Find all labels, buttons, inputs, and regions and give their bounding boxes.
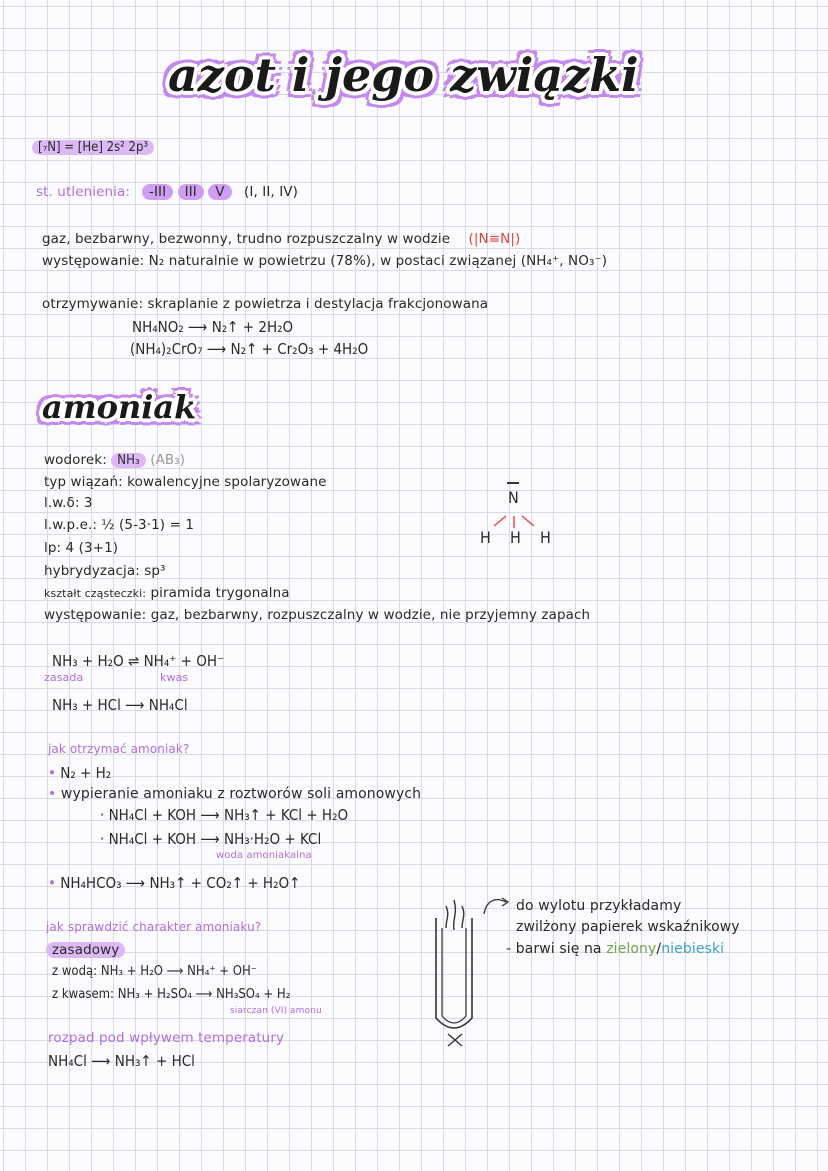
test-note-3: - barwi się na zielony/niebieski [506,941,725,957]
electron-config: [₇N] = [He] 2s² 2p³ [32,140,154,155]
bond-type: typ wiązań: kowalencyjne spolaryzowane [44,474,327,490]
oxidation-label: st. utlenienia: [36,184,131,200]
occurrence: występowanie: gaz, bezbarwny, rozpuszczalny w wodzie, nie przyjemny zapach [44,607,591,623]
properties-line-2: występowanie: N₂ naturalnie w powietrzu (78%), w postaci związanej (NH₄⁺, NO₃⁻) [42,253,608,269]
test-tube-drawing [426,888,516,1058]
hydride-line: wodorek: NH₃ (AB₃) [44,452,186,468]
production-eq-1: NH₄NO₂ ⟶ N₂↑ + 2H₂O [132,318,294,336]
atom-h-3: H [540,528,551,547]
how-to-get-item-1: • N₂ + H₂ [48,764,112,782]
atom-h-1: H [480,528,491,547]
nh3-structure [476,488,566,558]
test-note-1: do wylotu przykładamy [516,898,682,914]
oxidation-state-2: III [178,184,204,200]
how-to-get-title: jak otrzymać amoniak? [48,742,190,756]
production-eq-2: (NH₄)₂CrO₇ ⟶ N₂↑ + Cr₂O₃ + 4H₂O [130,340,369,358]
how-to-get-sub-1: · NH₄Cl + KOH ⟶ NH₃↑ + KCl + H₂O [100,806,349,824]
label-base: zasada [44,671,84,684]
character-answer: zasadowy [46,942,125,958]
atom-n: N [508,488,519,507]
production-text: otrzymywanie: skraplanie z powietrza i destylacja frakcjonowana [42,296,489,312]
eq-base: NH₃ + H₂O ⇌ NH₄⁺ + OH⁻ [52,652,225,670]
lp: lp: 4 (3+1) [44,540,119,556]
oxidation-states [142,184,298,200]
page-title: azot i jego związki [168,48,639,102]
decomposition-title: rozpad pod wpływem temperatury [48,1030,285,1046]
shape: kształt cząsteczki: piramida trygonalna [44,585,290,601]
how-to-get-sub-2: · NH₄Cl + KOH ⟶ NH₃·H₂O + KCl [100,830,322,848]
properties-line-1: gaz, bezbarwny, bezwonny, trudno rozpuszczalny w wodzie (|N≡N|) [42,231,521,247]
character-acid: z kwasem: NH₃ + H₂SO₄ ⟶ NH₃SO₄ + H₂ [52,987,291,1002]
ammonia-water-label: woda amoniakalna [216,850,312,861]
oxidation-state-3: V [208,184,231,200]
character-title: jak sprawdzić charakter amoniaku? [46,920,262,934]
hybridization: hybrydyzacja: sp³ [44,563,166,579]
lwpe: l.w.p.e.: ½ (5-3·1) = 1 [44,517,195,533]
decomposition-eq: NH₄Cl ⟶ NH₃↑ + HCl [48,1052,195,1070]
atom-h-2: H [510,528,521,547]
label-acid: kwas [160,671,189,684]
section-heading-ammonia: amoniak [42,388,197,426]
eq-hcl: NH₃ + HCl ⟶ NH₄Cl [52,696,188,714]
oxidation-extra: (I, II, IV) [244,184,298,200]
lws: l.w.δ: 3 [44,495,93,511]
how-to-get-item-2: • wypieranie amoniaku z roztworów soli amonowych [48,786,422,802]
test-note-2: zwilżony papierek wskaźnikowy [516,919,740,935]
character-water: z wodą: NH₃ + H₂O ⟶ NH₄⁺ + OH⁻ [52,964,257,979]
how-to-get-item-3: • NH₄HCO₃ ⟶ NH₃↑ + CO₂↑ + H₂O↑ [48,874,301,892]
oxidation-state-1: -III [142,184,173,200]
sulfate-label: siarczan (VI) amonu [230,1006,322,1016]
